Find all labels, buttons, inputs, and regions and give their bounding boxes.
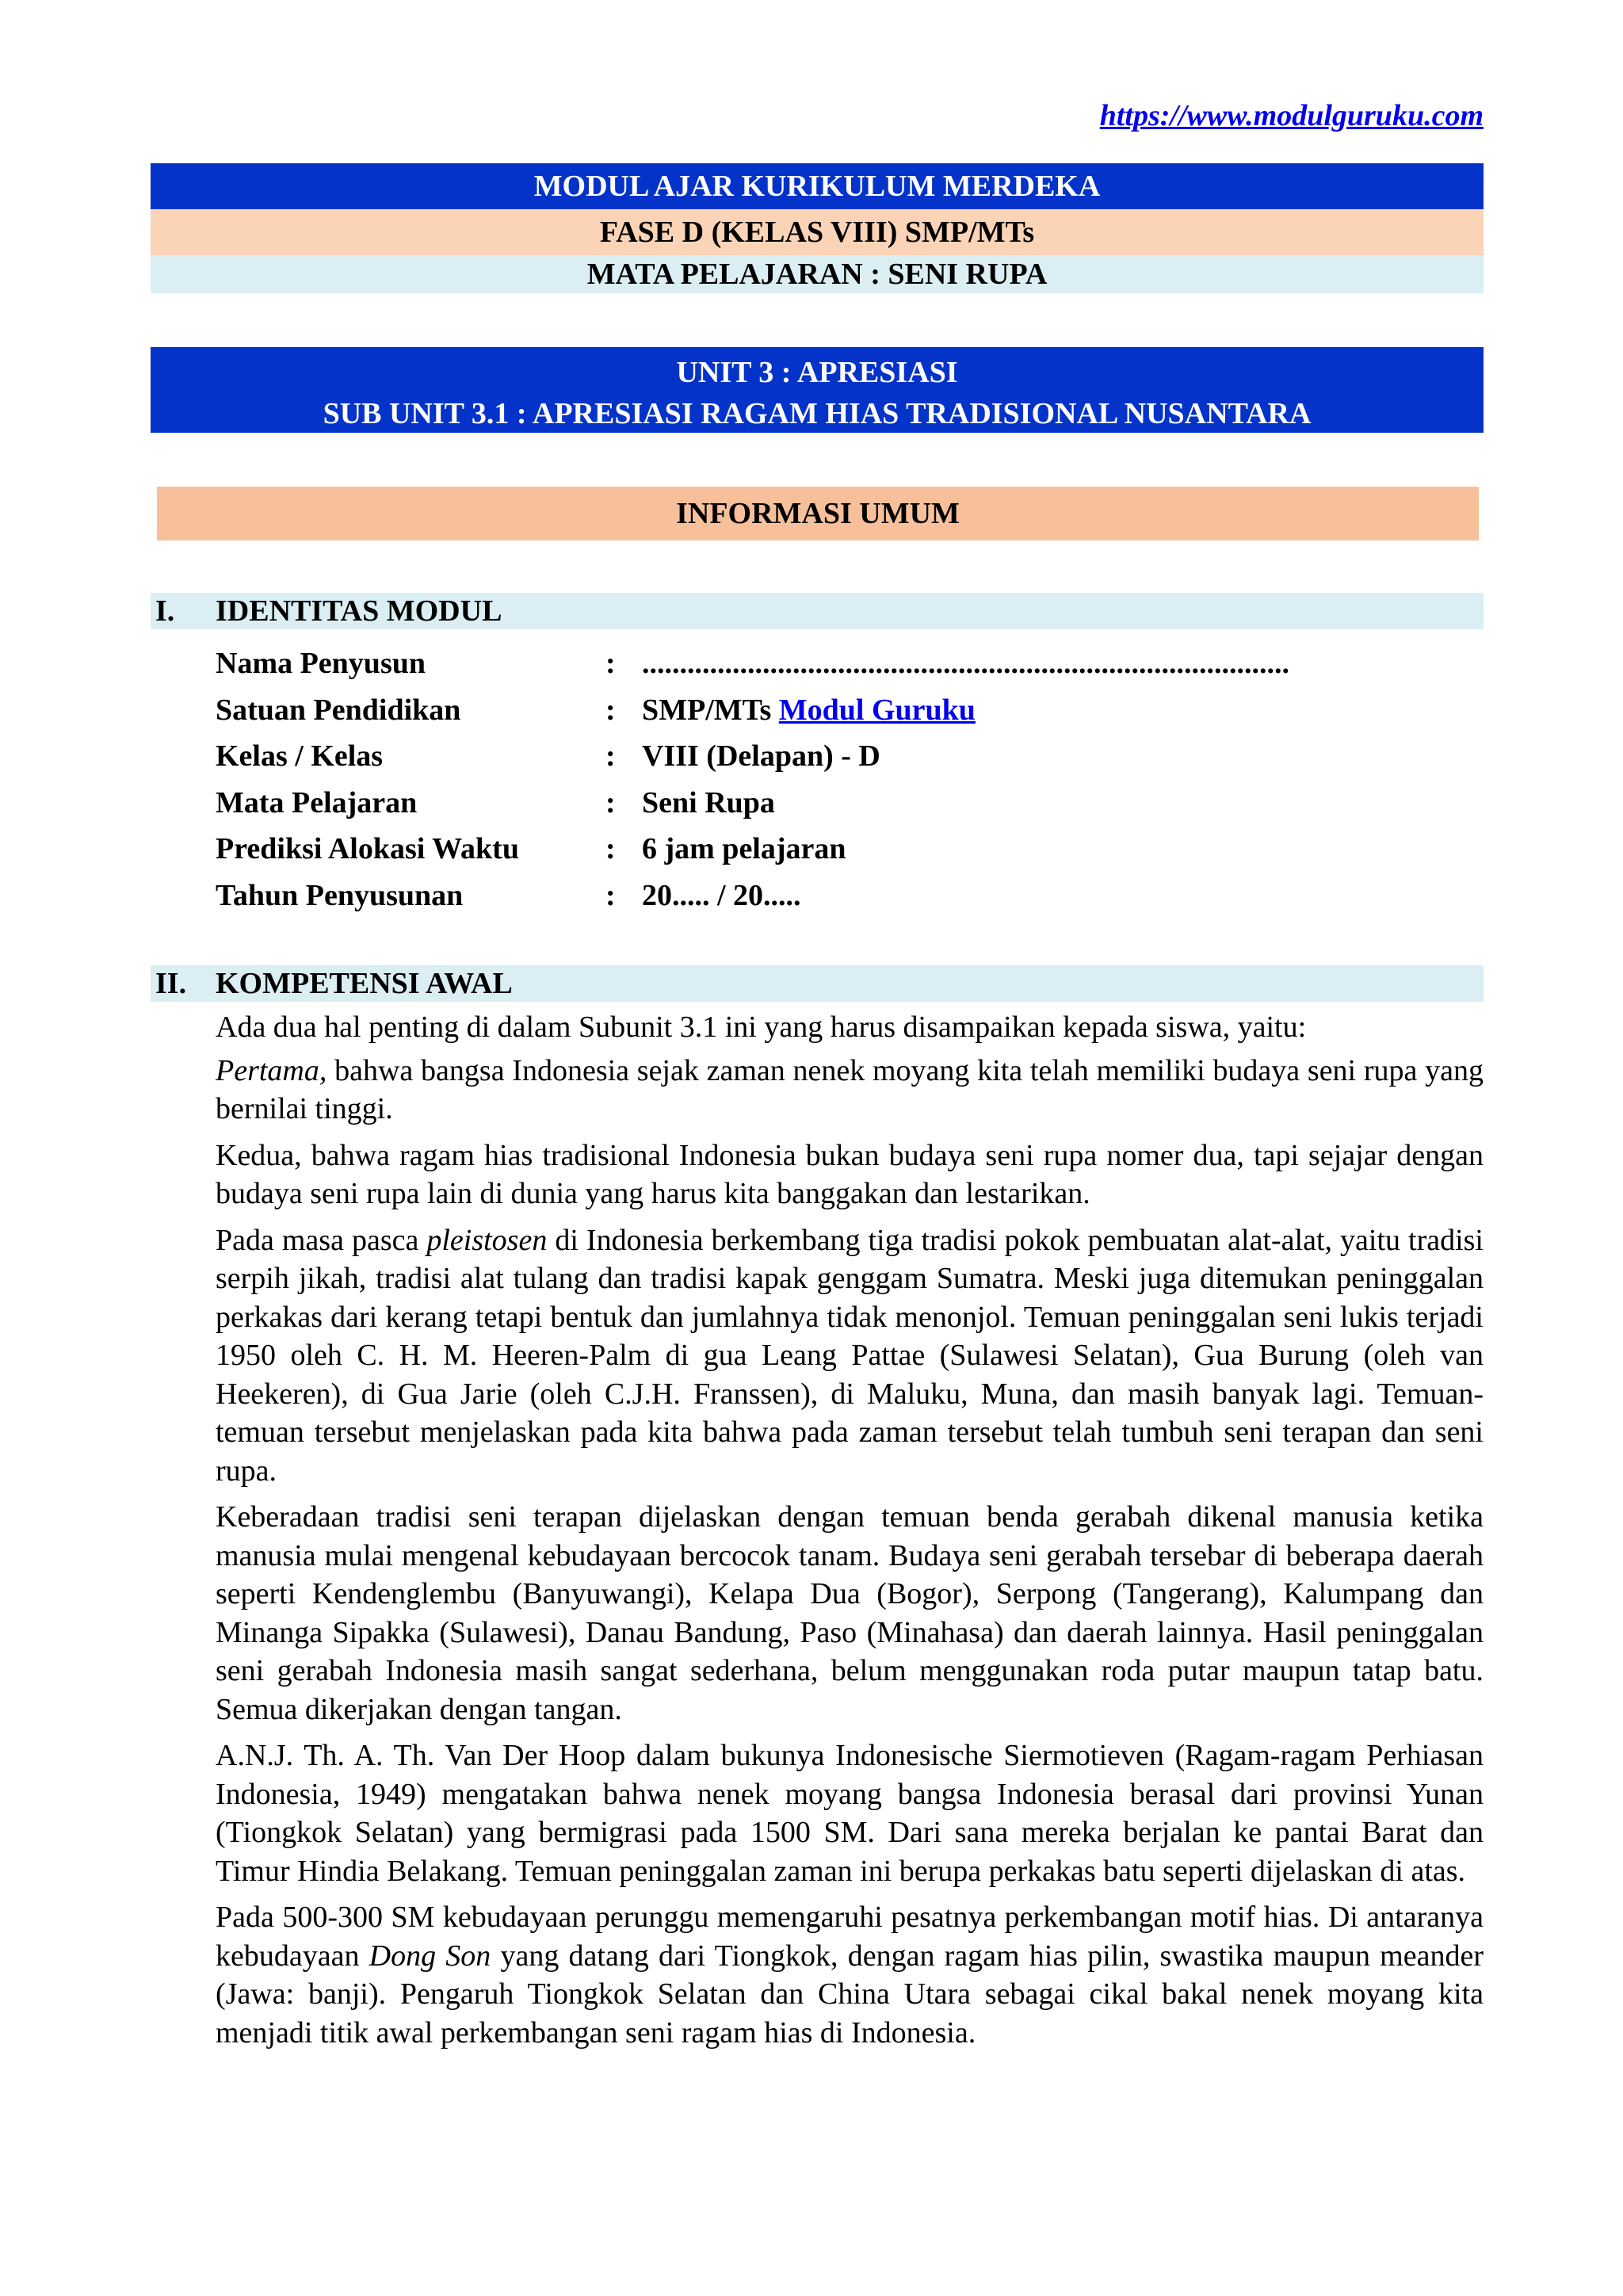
identity-row-subject (216, 780, 1452, 827)
kompetensi-body (216, 1008, 1484, 2060)
paragraph-4 (216, 1221, 1484, 1491)
identity-row-author (216, 640, 1452, 687)
paragraph-5: Keberadaan tradisi seni terapan dijelaskan dengan temuan benda gerabah dikenal manusia ketika manusia mulai mengenal kebudayaan bercocok tanam. Budaya seni gerabah tersebar di beberapa daerah seperti Kendenglembu (Banyuwangi), Kelapa Dua (Bogor), Serpong (Tangerang), Kalumpang dan Minanga Sipakka (Sulawesi), Danau Bandung, Paso (Minahasa) dan daerah lainnya. Hasil peninggalan seni gerabah Indonesia masih sangat sederhana, belum menggunakan roda putar maupun tatap batu. Semua dikerjakan dengan tangan. (216, 1500, 1484, 1726)
unit-title: UNIT 3 : APRESIASI (676, 356, 958, 389)
paragraph-2-text: bahwa bangsa Indonesia sejak zaman nenek moyang kita telah memiliki budaya seni rupa yang bernilai tinggi. (216, 1053, 1484, 1125)
paragraph-3: Kedua, bahwa ragam hias tradisional Indonesia bukan budaya seni rupa nomer dua, tapi sejajar dengan budaya seni rupa lain di dunia yang harus kita banggakan dan lestarikan. (216, 1138, 1484, 1210)
row-value: Seni Rupa (642, 785, 775, 819)
school-type: SMP/MTs (642, 693, 772, 727)
row-label: Mata Pelajaran (216, 785, 418, 819)
emphasis-pertama: Pertama, (216, 1053, 327, 1087)
row-value: ...................................................................................... (642, 647, 1289, 680)
row-colon: : (605, 785, 616, 819)
row-label: Tahun Penyusunan (216, 878, 464, 912)
row-label: Nama Penyusun (216, 647, 426, 680)
identity-row-time (216, 826, 1452, 873)
identity-row-class (216, 733, 1452, 780)
section-identitas-heading (151, 593, 1484, 629)
phase-bar: FASE D (KELAS VIII) SMP/MTs (151, 209, 1484, 255)
row-label: Satuan Pendidikan (216, 693, 461, 727)
section-title: IDENTITAS MODUL (216, 594, 502, 628)
paragraph-4-text: di Indonesia berkembang tiga tradisi pokok pembuatan alat-alat, yaitu tradisi serpih jikah, tradisi alat tulang dan tradisi kapak genggam Sumatra. Meski juga ditemukan peninggalan perkakas dari kerang tetapi bentuk dan jumlahnya tidak menonjol. Temuan peninggalan seni lukis terjadi 1950 oleh C. H. M. Heeren-Palm di gua Leang Pattae (Sulawesi Selatan), Gua Burung (oleh van Heekeren), di Gua Jarie (oleh C.J.H. Franssen), di Maluku, Muna, dan masih banyak lagi. Temuan-temuan tersebut menjelaskan pada kita bahwa pada zaman tersebut telah tumbuh seni terapan dan seni rupa. (216, 1223, 1484, 1488)
identity-table (216, 640, 1452, 919)
site-url-link[interactable]: https://www.modulguruku.com (1099, 99, 1484, 132)
row-value: 6 jam pelajaran (642, 832, 846, 865)
module-title-bar: MODUL AJAR KURIKULUM MERDEKA (151, 163, 1484, 209)
section-number: I. (155, 594, 175, 628)
row-value: 20..... / 20..... (642, 878, 801, 912)
subject-bar: MATA PELAJARAN : SENI RUPA (151, 255, 1484, 293)
paragraph-1: Ada dua hal penting di dalam Subunit 3.1 ini yang harus disampaikan kepada siswa, yaitu: (216, 1010, 1307, 1044)
row-colon: : (605, 647, 616, 680)
row-colon: : (605, 739, 616, 773)
paragraph-6: A.N.J. Th. A. Th. Van Der Hoop dalam bukunya Indonesische Siermotieven (Ragam-ragam Perhiasan Indonesia, 1949) mengatakan bahwa nenek moyang bangsa Indonesia berasal dari provinsi Yunan (Tiongkok Selatan) yang bermigrasi pada 1500 SM. Dari sana mereka berjalan ke pantai Barat dan Timur Hindia Belakang. Temuan peninggalan zaman ini berupa perkakas batu seperti dijelaskan di atas. (216, 1739, 1484, 1888)
section-title: KOMPETENSI AWAL (216, 967, 513, 1000)
paragraph-7 (216, 1898, 1484, 2052)
row-label: Kelas / Kelas (216, 739, 384, 773)
modul-guruku-link[interactable]: Modul Guruku (778, 693, 976, 727)
paragraph-7-text: yang datang dari Tiongkok, dengan ragam hias pilin, swastika maupun meander (Jawa: banji). Pengaruh Tiongkok Selatan dan China Utara sebagai cikal bakal nenek moyang kita menjadi titik awal perkembangan seni ragam hias di Indonesia. (216, 1939, 1484, 2050)
row-value (642, 687, 976, 734)
paragraph-2 (216, 1052, 1484, 1129)
row-label: Prediksi Alokasi Waktu (216, 832, 519, 865)
identity-row-year (216, 873, 1452, 919)
section-number: II. (155, 967, 187, 1000)
sub-unit-title: SUB UNIT 3.1 : APRESIASI RAGAM HIAS TRADISIONAL NUSANTARA (323, 397, 1312, 430)
row-value: VIII (Delapan) - D (642, 739, 880, 773)
paragraph-7-start: Pada 500-300 SM kebudayaan perunggu memengaruhi pesatnya perkembangan motif hias. Di antaranya kebudayaan (216, 1901, 1484, 1973)
section-kompetensi-heading (151, 965, 1484, 1002)
row-colon: : (605, 878, 616, 912)
row-colon: : (605, 832, 616, 865)
identity-row-school (216, 687, 1452, 734)
emphasis-pleistosen: pleistosen (426, 1223, 548, 1257)
row-colon: : (605, 693, 616, 727)
general-info-bar: INFORMASI UMUM (157, 487, 1479, 541)
emphasis-dong-son: Dong Son (369, 1939, 491, 1973)
unit-bar (151, 347, 1484, 433)
paragraph-4-start: Pada masa pasca (216, 1223, 427, 1257)
